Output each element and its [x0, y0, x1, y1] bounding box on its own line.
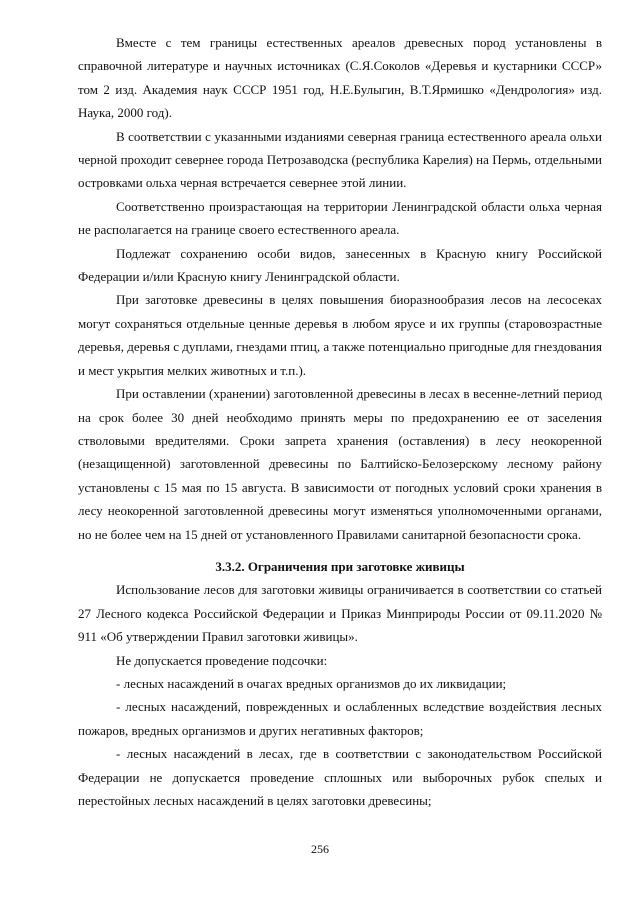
page-body [78, 31, 602, 812]
paragraph: Вместе с тем границы естественных ареалов древесных пород установлены в справочной литературе и научных источниках (С.Я.Соколов «Деревья и кустарники СССР» том 2 изд. Академия наук СССР 1951 год, Н.Е.Булыгин, В.Т.Ярмишко «Дендрология» изд. Наука, 2000 год). [78, 35, 602, 121]
list-item: - лесных насаждений в лесах, где в соответствии с законодательством Российской Федерации не допускается проведение сплошных или выборочных рубок спелых и перестойных лесных насаждений в целях заготовки древесины; [78, 746, 602, 808]
paragraph: Использование лесов для заготовки живицы ограничивается в соответствии со статьей 27 Лесного кодекса Российской Федерации и Приказ Минприроды России от 09.11.2020 № 911 «Об утверждении Правил заготовки живицы». [78, 582, 602, 645]
paragraph: Подлежат сохранению особи видов, занесенных в Красную книгу Российской Федерации и/или Красную книгу Ленинградской области. [78, 245, 602, 285]
section-heading: 3.3.2. Ограничения при заготовке живицы [215, 558, 465, 574]
paragraph: При заготовке древесины в целях повышения биоразнообразия лесов на лесосеках могут сохраняться отдельные ценные деревья в любом ярусе и их группы (старовозрастные деревья, деревья с дуплами, гнездами птиц, а также потенциально пригодные для гнездования и мест укрытия мелких животных и т.п.). [78, 292, 602, 378]
paragraph: При оставлении (хранении) заготовленной древесины в лесах в весенне-летний период на срок более 30 дней необходимо принять меры по предохранению ее от заселения стволовыми вредителями. Сроки запрета хранения (оставления) в лесу неокоренной (незащищенной) заготовленной древесины по Балтийско-Белозерскому лесному району установлены с 15 мая по 15 августа. В зависимости от погодных условий сроки хранения в лесу неокоренной заготовленной древесины могут изменяться уполномоченными органами, но не более чем на 15 дней от установленного Правилами санитарной безопасности срока. [78, 386, 602, 542]
page-number: 256 [311, 842, 329, 856]
list-item: - лесных насаждений, поврежденных и ослабленных вследствие воздействия лесных пожаров, вредных организмов и других негативных факторов; [78, 699, 602, 738]
paragraph: В соответствии с указанными изданиями северная граница естественного ареала ольхи черной проходит севернее города Петрозаводска (республика Карелия) на Пермь, отдельными островками ольха черная встречается севернее этой линии. [78, 128, 602, 191]
paragraph: Соответственно произрастающая на территории Ленинградской области ольха черная не располагается на границе своего естественного ареала. [78, 198, 602, 238]
list-item: - лесных насаждений в очагах вредных организмов до их ликвидации; [116, 675, 507, 691]
paragraph: Не допускается проведение подсочки: [116, 652, 328, 668]
